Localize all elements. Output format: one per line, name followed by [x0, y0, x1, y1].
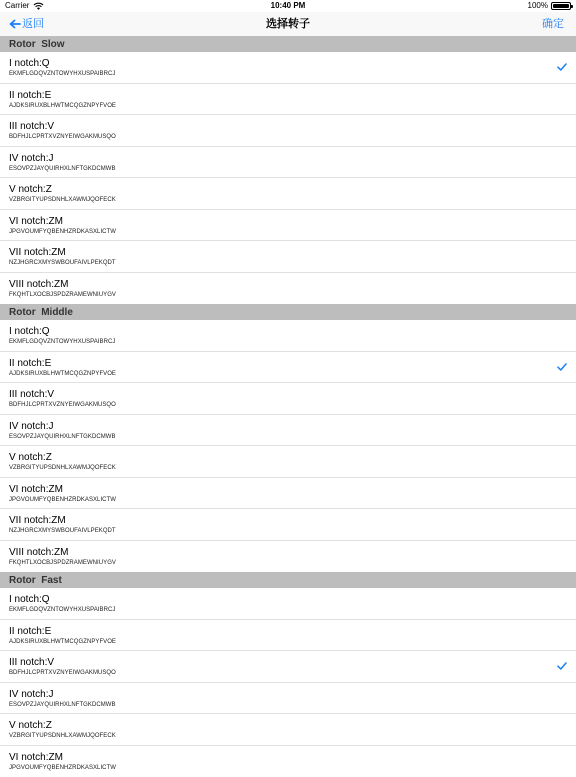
rotor-wiring: JPGVOUMFYQBENHZRDKASXLICTW — [9, 497, 116, 504]
rotor-title: I notch:Q — [9, 58, 50, 69]
rotor-wiring: NZJHGRCXMYSWBOUFAIVLPEKQDT — [9, 260, 116, 267]
rotor-wiring: VZBRGITYUPSDNHLXAWMJQOFECK — [9, 733, 116, 740]
rotor-wiring: ESOVPZJAYQUIRHXLNFTGKDCMWB — [9, 702, 116, 709]
rotor-wiring: EKMFLGDQVZNTOWYHXUSPAIBRCJ — [9, 339, 115, 346]
rotor-title: VIII notch:ZM — [9, 547, 68, 558]
rotor-wiring: JPGVOUMFYQBENHZRDKASXLICTW — [9, 765, 116, 772]
rotor-list[interactable] — [0, 36, 576, 777]
rotor-title: I notch:Q — [9, 326, 50, 337]
rotor-wiring: FKQHTLXOCBJSPDZRAMEWNIUYGV — [9, 292, 116, 299]
rotor-title: IV notch:J — [9, 153, 53, 164]
section-rows — [0, 320, 576, 572]
rotor-wiring: AJDKSIRUXBLHWTMCQGZNPYFVOE — [9, 371, 116, 378]
rotor-wiring: EKMFLGDQVZNTOWYHXUSPAIBRCJ — [9, 71, 115, 78]
rotor-row[interactable] — [0, 210, 576, 242]
rotor-row[interactable] — [0, 115, 576, 147]
carrier-label: Carrier — [5, 0, 29, 12]
rotor-wiring: NZJHGRCXMYSWBOUFAIVLPEKQDT — [9, 528, 116, 535]
battery-percent: 100% — [528, 0, 548, 12]
checkmark-icon — [557, 63, 567, 71]
rotor-title: VI notch:ZM — [9, 752, 63, 763]
rotor-title: V notch:Z — [9, 720, 52, 731]
rotor-title: II notch:E — [9, 626, 51, 637]
section-header: Rotor Slow — [0, 36, 576, 52]
rotor-row[interactable] — [0, 620, 576, 652]
rotor-wiring: AJDKSIRUXBLHWTMCQGZNPYFVOE — [9, 103, 116, 110]
rotor-title: V notch:Z — [9, 184, 52, 195]
section-rows — [0, 588, 576, 777]
rotor-title: II notch:E — [9, 358, 51, 369]
rotor-row[interactable] — [0, 446, 576, 478]
rotor-title: IV notch:J — [9, 689, 53, 700]
rotor-row[interactable] — [0, 478, 576, 510]
rotor-row[interactable] — [0, 746, 576, 777]
rotor-row[interactable] — [0, 178, 576, 210]
rotor-title: VI notch:ZM — [9, 216, 63, 227]
rotor-title: III notch:V — [9, 657, 54, 668]
status-time: 10:40 PM — [0, 0, 576, 12]
rotor-row[interactable] — [0, 588, 576, 620]
rotor-title: VIII notch:ZM — [9, 279, 68, 290]
checkmark-icon — [557, 363, 567, 371]
rotor-row[interactable] — [0, 147, 576, 179]
back-button-label: 返回 — [22, 12, 44, 36]
rotor-row[interactable] — [0, 415, 576, 447]
section-header: Rotor Middle — [0, 304, 576, 320]
rotor-wiring: VZBRGITYUPSDNHLXAWMJQOFECK — [9, 465, 116, 472]
rotor-wiring: BDFHJLCPRTXVZNYEIWGAKMUSQO — [9, 402, 116, 409]
page-title: 选择转子 — [0, 12, 576, 36]
rotor-wiring: BDFHJLCPRTXVZNYEIWGAKMUSQO — [9, 670, 116, 677]
rotor-title: IV notch:J — [9, 421, 53, 432]
rotor-row[interactable] — [0, 352, 576, 384]
rotor-row[interactable] — [0, 683, 576, 715]
rotor-title: II notch:E — [9, 90, 51, 101]
rotor-title: V notch:Z — [9, 452, 52, 463]
rotor-row[interactable] — [0, 84, 576, 116]
confirm-button[interactable]: 确定 — [542, 12, 564, 36]
rotor-row[interactable] — [0, 383, 576, 415]
status-right — [528, 0, 571, 12]
rotor-wiring: ESOVPZJAYQUIRHXLNFTGKDCMWB — [9, 166, 116, 173]
rotor-wiring: ESOVPZJAYQUIRHXLNFTGKDCMWB — [9, 434, 116, 441]
section-rows — [0, 52, 576, 304]
section-header: Rotor Fast — [0, 572, 576, 588]
rotor-row[interactable] — [0, 651, 576, 683]
checkmark-icon — [557, 662, 567, 670]
rotor-wiring: BDFHJLCPRTXVZNYEIWGAKMUSQO — [9, 134, 116, 141]
rotor-row[interactable] — [0, 320, 576, 352]
rotor-title: VII notch:ZM — [9, 515, 66, 526]
rotor-title: VI notch:ZM — [9, 484, 63, 495]
rotor-row[interactable] — [0, 509, 576, 541]
rotor-title: I notch:Q — [9, 594, 50, 605]
rotor-wiring: EKMFLGDQVZNTOWYHXUSPAIBRCJ — [9, 607, 115, 614]
navigation-bar — [0, 12, 576, 36]
rotor-title: III notch:V — [9, 121, 54, 132]
rotor-title: VII notch:ZM — [9, 247, 66, 258]
rotor-wiring: AJDKSIRUXBLHWTMCQGZNPYFVOE — [9, 639, 116, 646]
battery-icon — [551, 2, 571, 10]
rotor-wiring: JPGVOUMFYQBENHZRDKASXLICTW — [9, 229, 116, 236]
status-bar — [0, 0, 576, 12]
rotor-wiring: VZBRGITYUPSDNHLXAWMJQOFECK — [9, 197, 116, 204]
rotor-wiring: FKQHTLXOCBJSPDZRAMEWNIUYGV — [9, 560, 116, 567]
rotor-title: III notch:V — [9, 389, 54, 400]
rotor-row[interactable] — [0, 273, 576, 305]
rotor-row[interactable] — [0, 241, 576, 273]
rotor-row[interactable] — [0, 52, 576, 84]
rotor-row[interactable] — [0, 541, 576, 573]
rotor-row[interactable] — [0, 714, 576, 746]
